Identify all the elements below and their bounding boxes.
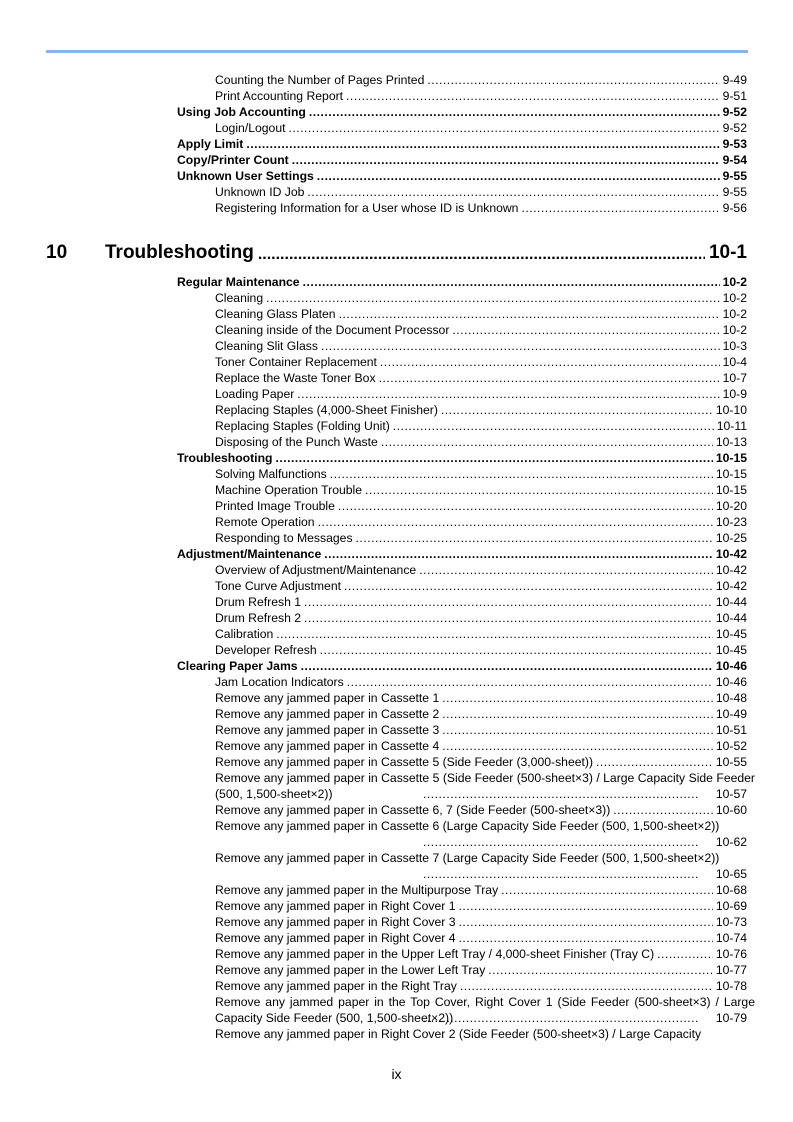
toc-section-entry[interactable]	[0, 546, 793, 562]
dot-leader	[423, 834, 698, 850]
toc-entry-page: 10-42	[715, 547, 747, 561]
toc-entry-page: 10-44	[715, 611, 747, 625]
chapter-heading[interactable]	[0, 242, 793, 264]
dot-leader	[246, 136, 719, 152]
dot-leader	[442, 690, 713, 706]
toc-entry-page: 10-62	[715, 835, 747, 849]
toc-entry-title: Loading Paper	[215, 387, 295, 401]
toc-entry-page: 9-52	[722, 121, 747, 135]
toc-subsection-entry[interactable]	[0, 466, 793, 482]
toc-entry-page: 9-53	[722, 137, 747, 151]
toc-subsection-entry[interactable]	[0, 994, 793, 1026]
toc-entry-title: Counting the Number of Pages Printed	[215, 73, 425, 87]
toc-entry-title: Remove any jammed paper in the Lower Left Tray	[215, 963, 486, 977]
toc-subsection-entry[interactable]	[0, 402, 793, 418]
dot-leader	[338, 498, 713, 514]
dot-leader	[419, 562, 713, 578]
toc-entry-page: 10-52	[715, 739, 747, 753]
toc-subsection-entry[interactable]	[0, 562, 793, 578]
toc-entry-title: Responding to Messages	[215, 531, 353, 545]
toc-entry-title: Remove any jammed paper in Cassette 5 (Side Feeder (500-sheet×3) / Large Capacity Side Feeder (500, 1,500-sheet×2))	[215, 771, 755, 801]
toc-subsection-entry[interactable]	[0, 1026, 793, 1042]
toc-section-before	[0, 72, 793, 216]
dot-leader	[442, 738, 713, 754]
dot-leader	[324, 546, 713, 562]
chapter-page: 10-1	[708, 242, 747, 263]
dot-leader	[442, 706, 713, 722]
toc-subsection-entry[interactable]	[0, 930, 793, 946]
toc-subsection-entry[interactable]	[0, 354, 793, 370]
toc-subsection-entry[interactable]	[0, 184, 793, 200]
toc-subsection-entry[interactable]	[0, 754, 793, 770]
toc-entry-title: Remove any jammed paper in Cassette 7 (Large Capacity Side Feeder (500, 1,500-sheet×2))	[215, 851, 720, 865]
dot-leader	[458, 914, 712, 930]
toc-entry-title: Remove any jammed paper in Cassette 3	[215, 723, 440, 737]
dot-leader	[320, 642, 713, 658]
toc-subsection-entry[interactable]	[0, 498, 793, 514]
dot-leader	[423, 1010, 698, 1026]
toc-entry-page: 10-2	[722, 323, 747, 337]
toc-entry-title: Overview of Adjustment/Maintenance	[215, 563, 417, 577]
toc-entry-page: 10-74	[715, 931, 747, 945]
dot-leader	[521, 200, 719, 216]
toc-entry-title: Remove any jammed paper in Right Cover 4	[215, 931, 456, 945]
toc-entry-page: 10-44	[715, 595, 747, 609]
toc-entry-title: Calibration	[215, 627, 274, 641]
dot-leader	[288, 120, 719, 136]
toc-entry-page: 10-76	[715, 947, 747, 961]
toc-entry-page: 10-10	[715, 403, 747, 417]
toc-section-entry[interactable]	[0, 658, 793, 674]
toc-subsection-entry[interactable]	[0, 530, 793, 546]
toc-subsection-entry[interactable]	[0, 386, 793, 402]
dot-leader	[458, 898, 712, 914]
toc-entry-title: Troubleshooting	[177, 451, 273, 465]
dot-leader	[458, 930, 712, 946]
chapter-number: 10	[46, 242, 68, 263]
dot-leader	[307, 184, 719, 200]
toc-entry-page: 10-45	[715, 643, 747, 657]
dot-leader	[381, 434, 713, 450]
table-of-contents	[0, 72, 793, 1042]
dot-leader	[393, 418, 714, 434]
toc-subsection-entry[interactable]	[0, 290, 793, 306]
toc-entry-title: Machine Operation Trouble	[215, 483, 363, 497]
toc-entry-title: Remove any jammed paper in the Right Tray	[215, 979, 457, 993]
toc-entry-title: Remove any jammed paper in Cassette 6 (Large Capacity Side Feeder (500, 1,500-sheet×2))	[215, 819, 720, 833]
toc-subsection-entry[interactable]	[0, 120, 793, 136]
toc-entry-title: Remove any jammed paper in Right Cover 1	[215, 899, 456, 913]
toc-entry-page: 9-55	[722, 169, 747, 183]
toc-subsection-entry[interactable]	[0, 306, 793, 322]
dot-leader	[460, 978, 713, 994]
toc-entry-title: Jam Location Indicators	[215, 675, 344, 689]
dot-leader	[596, 754, 713, 770]
toc-entry-title: Drum Refresh 1	[215, 595, 302, 609]
toc-entry-title: Disposing of the Punch Waste	[215, 435, 378, 449]
toc-entry-page: 10-42	[715, 579, 747, 593]
toc-entry-title: Replace the Waste Toner Box	[215, 371, 376, 385]
toc-entry-page: 10-69	[715, 899, 747, 913]
toc-entry-title: Remove any jammed paper in the Multipurpose Tray	[215, 883, 499, 897]
toc-entry-title: Tone Curve Adjustment	[215, 579, 342, 593]
toc-entry-page: 10-55	[715, 755, 747, 769]
toc-entry-title: Cleaning Slit Glass	[215, 339, 318, 353]
toc-subsection-entry[interactable]	[0, 418, 793, 434]
toc-subsection-entry[interactable]	[0, 946, 793, 962]
toc-subsection-entry[interactable]	[0, 594, 793, 610]
toc-entry-page: 9-51	[722, 89, 747, 103]
toc-subsection-entry[interactable]	[0, 626, 793, 642]
toc-subsection-entry[interactable]	[0, 482, 793, 498]
toc-entry-page: 10-2	[722, 275, 747, 289]
toc-entry-page: 10-20	[715, 499, 747, 513]
chapter-title: Troubleshooting	[105, 242, 254, 263]
toc-entry-page: 10-48	[715, 691, 747, 705]
toc-section-entry[interactable]	[0, 152, 793, 168]
toc-entry-page: 10-73	[715, 915, 747, 929]
toc-entry-title: Unknown User Settings	[177, 169, 314, 183]
toc-entry-title: Remove any jammed paper in Cassette 5 (Side Feeder (3,000-sheet))	[215, 755, 593, 769]
toc-subsection-entry[interactable]	[0, 738, 793, 754]
toc-entry-title: Clearing Paper Jams	[177, 659, 298, 673]
toc-entry-title: Remove any jammed paper in Cassette 6, 7 (Side Feeder (500-sheet×3))	[215, 803, 611, 817]
toc-section-entry[interactable]	[0, 104, 793, 120]
toc-entry-page: 10-46	[715, 675, 747, 689]
toc-entry-title: Developer Refresh	[215, 643, 317, 657]
toc-entry-page: 10-15	[715, 451, 747, 465]
toc-subsection-entry[interactable]	[0, 200, 793, 216]
toc-entry-title: Apply Limit	[177, 137, 244, 151]
toc-subsection-entry[interactable]	[0, 818, 793, 850]
toc-entry-page: 10-45	[715, 627, 747, 641]
toc-entry-page: 9-54	[722, 153, 747, 167]
dot-leader	[427, 72, 719, 88]
toc-subsection-entry[interactable]	[0, 72, 793, 88]
dot-leader	[344, 578, 713, 594]
toc-entry-page: 10-49	[715, 707, 747, 721]
dot-leader	[501, 882, 713, 898]
toc-entry-page: 10-46	[715, 659, 747, 673]
toc-entry-title: Remove any jammed paper in Right Cover 2 (Side Feeder (500-sheet×3) / Large Capacity	[215, 1027, 702, 1041]
toc-entry-page: 10-68	[715, 883, 747, 897]
toc-entry-page: 9-49	[722, 73, 747, 87]
toc-entry-page: 10-60	[715, 803, 747, 817]
toc-entry-page: 10-42	[715, 563, 747, 577]
toc-section-entry[interactable]	[0, 136, 793, 152]
dot-leader	[657, 946, 713, 962]
dot-leader	[347, 674, 713, 690]
dot-leader	[318, 514, 713, 530]
header-rule	[46, 50, 748, 53]
toc-entry-title: Remove any jammed paper in the Top Cover, Right Cover 1 (Side Feeder (500-sheet×3) / Large Capacity Side Feeder (500, 1,500-sheet×2))	[215, 995, 755, 1025]
toc-section-entry[interactable]	[0, 274, 793, 290]
toc-entry-title: Remote Operation	[215, 515, 315, 529]
toc-entry-page: 10-15	[715, 483, 747, 497]
dot-leader	[303, 274, 720, 290]
toc-entry-title: Remove any jammed paper in the Upper Left Tray / 4,000-sheet Finisher (Tray C)	[215, 947, 655, 961]
toc-subsection-entry[interactable]	[0, 706, 793, 722]
toc-subsection-entry[interactable]	[0, 914, 793, 930]
toc-subsection-entry[interactable]	[0, 898, 793, 914]
toc-entry-page: 10-65	[715, 867, 747, 881]
toc-subsection-entry[interactable]	[0, 434, 793, 450]
dot-leader	[423, 866, 698, 882]
toc-entry-page: 10-23	[715, 515, 747, 529]
toc-subsection-entry[interactable]	[0, 514, 793, 530]
toc-entry-title: Using Job Accounting	[177, 105, 306, 119]
toc-entry-title: Replacing Staples (Folding Unit)	[215, 419, 390, 433]
dot-leader	[258, 246, 705, 264]
toc-entry-title: Remove any jammed paper in Cassette 1	[215, 691, 440, 705]
toc-subsection-entry[interactable]	[0, 722, 793, 738]
toc-entry-page: 10-78	[715, 979, 747, 993]
toc-entry-title: Remove any jammed paper in Right Cover 3	[215, 915, 456, 929]
toc-entry-title: Registering Information for a User whose ID is Unknown	[215, 201, 519, 215]
toc-entry-title: Unknown ID Job	[215, 185, 305, 199]
toc-entry-page: 10-15	[715, 467, 747, 481]
dot-leader	[275, 450, 712, 466]
toc-subsection-entry[interactable]	[0, 322, 793, 338]
toc-entry-title: Login/Logout	[215, 121, 286, 135]
toc-entry-title: Remove any jammed paper in Cassette 2	[215, 707, 440, 721]
dot-leader	[330, 466, 713, 482]
toc-subsection-entry[interactable]	[0, 770, 793, 802]
toc-subsection-entry[interactable]	[0, 578, 793, 594]
dot-leader	[292, 152, 720, 168]
dot-leader	[309, 104, 720, 120]
toc-subsection-entry[interactable]	[0, 978, 793, 994]
toc-entry-page: 10-77	[715, 963, 747, 977]
toc-entry-title: Toner Container Replacement	[215, 355, 377, 369]
toc-entry-page: 10-79	[715, 1011, 747, 1025]
dot-leader	[365, 482, 713, 498]
toc-subsection-entry[interactable]	[0, 370, 793, 386]
dot-leader	[301, 658, 713, 674]
dot-leader	[441, 402, 713, 418]
toc-entry-page: 10-4	[722, 355, 747, 369]
toc-entry-page: 10-2	[722, 291, 747, 305]
toc-subsection-entry[interactable]	[0, 962, 793, 978]
toc-entry-title: Cleaning Glass Platen	[215, 307, 336, 321]
toc-entry-title: Adjustment/Maintenance	[177, 547, 322, 561]
toc-entry-page: 10-11	[716, 419, 747, 433]
toc-entry-title: Drum Refresh 2	[215, 611, 302, 625]
toc-entry-title: Cleaning inside of the Document Processor	[215, 323, 450, 337]
toc-subsection-entry[interactable]	[0, 674, 793, 690]
toc-section-entry[interactable]	[0, 450, 793, 466]
dot-leader	[488, 962, 713, 978]
toc-entry-page: 10-51	[715, 723, 747, 737]
toc-entry-title: Copy/Printer Count	[177, 153, 289, 167]
toc-entry-page: 10-57	[715, 787, 747, 801]
toc-entry-title: Remove any jammed paper in Cassette 4	[215, 739, 440, 753]
dot-leader	[317, 168, 720, 184]
dot-leader	[339, 306, 720, 322]
dot-leader	[452, 322, 719, 338]
dot-leader	[379, 370, 720, 386]
dot-leader	[266, 290, 719, 306]
toc-entry-page: 10-3	[722, 339, 747, 353]
dot-leader	[380, 354, 720, 370]
toc-subsection-entry[interactable]	[0, 882, 793, 898]
dot-leader	[356, 530, 713, 546]
dot-leader	[613, 802, 713, 818]
dot-leader	[304, 594, 713, 610]
toc-entry-page: 10-2	[722, 307, 747, 321]
dot-leader	[442, 722, 713, 738]
toc-entry-title: Cleaning	[215, 291, 264, 305]
toc-entry-page: 10-7	[722, 371, 747, 385]
dot-leader	[346, 88, 720, 104]
toc-entry-page: 10-9	[722, 387, 747, 401]
toc-entry-title: Solving Malfunctions	[215, 467, 327, 481]
toc-entry-title: Regular Maintenance	[177, 275, 300, 289]
toc-entry-title: Replacing Staples (4,000-Sheet Finisher)	[215, 403, 438, 417]
toc-entry-title: Print Accounting Report	[215, 89, 344, 103]
toc-entry-page: 10-13	[715, 435, 747, 449]
toc-entry-page: 10-25	[715, 531, 747, 545]
dot-leader	[297, 386, 719, 402]
toc-section-entry[interactable]	[0, 168, 793, 184]
toc-entry-page: 9-52	[722, 105, 747, 119]
page-number: ix	[391, 1066, 402, 1082]
toc-subsection-entry[interactable]	[0, 610, 793, 626]
toc-entry-title: Printed Image Trouble	[215, 499, 335, 513]
toc-subsection-entry[interactable]	[0, 642, 793, 658]
toc-subsection-entry[interactable]	[0, 850, 793, 882]
toc-section-after	[0, 274, 793, 1042]
toc-subsection-entry[interactable]	[0, 802, 793, 818]
toc-subsection-entry[interactable]	[0, 338, 793, 354]
dot-leader	[423, 786, 698, 802]
dot-leader	[304, 610, 713, 626]
toc-entry-page: 9-55	[722, 185, 747, 199]
toc-subsection-entry[interactable]	[0, 88, 793, 104]
dot-leader	[276, 626, 713, 642]
toc-entry-page: 9-56	[722, 201, 747, 215]
toc-subsection-entry[interactable]	[0, 690, 793, 706]
dot-leader	[321, 338, 720, 354]
